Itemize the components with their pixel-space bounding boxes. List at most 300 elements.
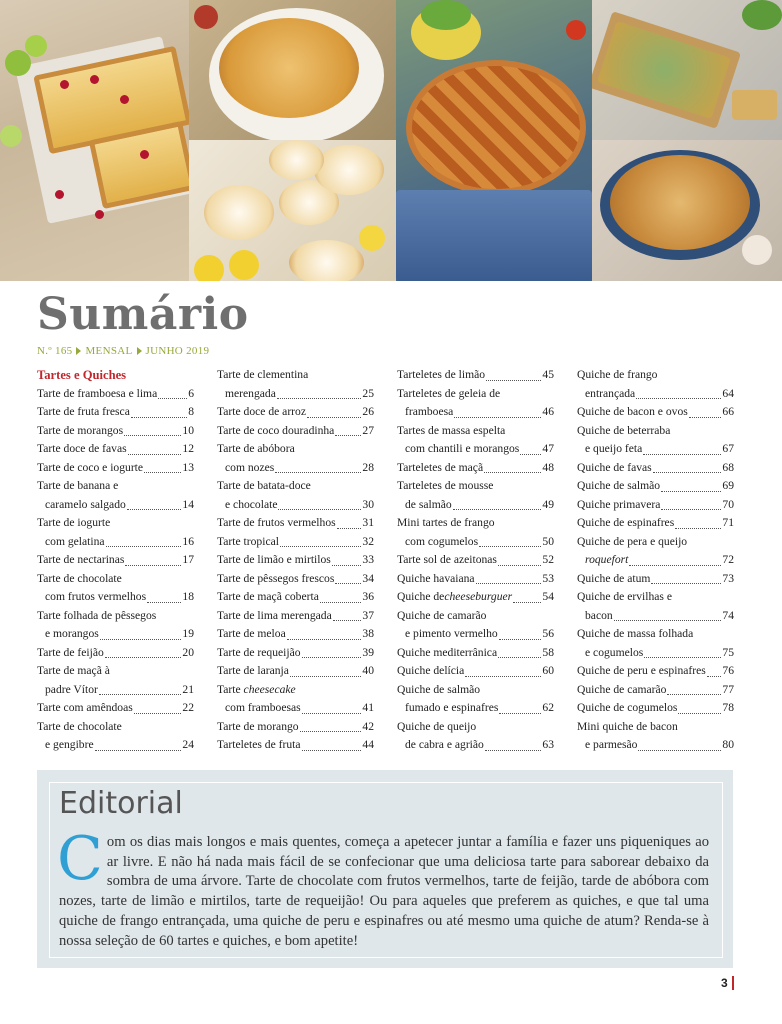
toc-entry-title: Quiche de ervilhas e [577, 590, 672, 603]
toc-entry-line [577, 422, 734, 441]
toc-entry-line [217, 385, 374, 404]
toc-page-number: 80 [722, 738, 734, 751]
toc-entry[interactable] [37, 699, 194, 718]
toc-entry[interactable] [577, 662, 734, 681]
toc-entry-line [397, 366, 554, 385]
dot-leader [158, 398, 187, 399]
toc-entry-title: Quiche de frango [577, 368, 658, 381]
dot-leader [105, 657, 182, 658]
toc-entry-line [217, 644, 374, 663]
dot-leader [661, 509, 721, 510]
toc-entry-subtitle: entrançada [585, 386, 636, 400]
toc-entry-title: Tartes de massa espelta [397, 423, 506, 437]
toc-entry-line [397, 459, 554, 478]
toc-page-number: 40 [362, 664, 374, 677]
toc-entry[interactable] [397, 607, 554, 644]
toc-entry[interactable] [397, 570, 554, 589]
toc-entry-line [217, 570, 374, 589]
toc-page-number: 63 [542, 738, 554, 751]
toc-entry[interactable] [397, 385, 554, 422]
toc-page-number: 46 [542, 405, 554, 418]
toc-entry-line [397, 681, 554, 700]
toc-page-number: 78 [722, 701, 734, 714]
toc-page-number: 34 [362, 571, 374, 585]
dot-leader [147, 602, 181, 603]
dot-leader [513, 602, 541, 603]
dot-leader [476, 583, 542, 584]
toc-entry-title: Tarte de maçã coberta [217, 590, 319, 603]
toc-entry-line [397, 570, 554, 589]
dot-leader [127, 509, 182, 510]
toc-entry-title: Tarte de maçã à [37, 664, 110, 677]
editorial-dropcap: C [57, 824, 103, 894]
toc-entry[interactable] [217, 736, 374, 755]
toc-page-number: 14 [182, 497, 194, 511]
toc-page-number: 32 [362, 534, 374, 548]
toc-entry-subtitle: de salmão [405, 497, 452, 511]
toc-entry-subtitle: framboesa [405, 405, 454, 418]
toc-entry[interactable] [217, 718, 374, 737]
toc-page-number: 68 [722, 460, 734, 474]
dot-leader [307, 417, 361, 418]
toc-entry-line [577, 496, 734, 515]
photo-apple-tart [189, 0, 396, 140]
dot-leader [465, 676, 541, 677]
dot-leader [707, 676, 722, 677]
toc-column-4 [577, 366, 734, 755]
dot-leader [333, 620, 362, 621]
toc-entry-line [37, 403, 194, 422]
toc-page-number: 77 [722, 682, 734, 696]
toc-entry-title: Tarte doce de favas [37, 442, 127, 455]
toc-entry-line [217, 607, 374, 626]
toc-entry[interactable] [577, 718, 734, 755]
toc-page-number: 12 [182, 442, 194, 455]
toc-entry-title: Tarteletes de fruta [217, 738, 301, 751]
toc-entry-title: Tarte de frutos vermelhos [217, 516, 336, 529]
toc-entry-line [397, 607, 554, 626]
toc-entry[interactable] [577, 496, 734, 515]
toc-entry-line [577, 718, 734, 737]
dot-leader [485, 750, 542, 751]
toc-entry-line [217, 366, 374, 385]
toc-entry-title: Tarte de meloa [217, 627, 286, 640]
toc-entry-title: Quiche de espinafres [577, 516, 675, 529]
dot-leader [144, 472, 181, 473]
toc-entry-title: Quiche de salmão [577, 479, 661, 492]
toc-entry-title: Tarte de morango [217, 719, 299, 733]
toc-entry-title-italic: cheesecake [243, 682, 296, 696]
toc-entry-line [37, 699, 194, 718]
toc-entry-subtitle: fumado e espinafres [405, 701, 499, 714]
dot-leader [614, 620, 722, 621]
toc-entry[interactable] [217, 403, 374, 422]
toc-entry[interactable] [217, 681, 374, 718]
toc-entry[interactable] [37, 551, 194, 570]
toc-page-number: 24 [182, 738, 194, 751]
toc-entry[interactable] [577, 681, 734, 700]
toc-page-number: 6 [188, 386, 194, 400]
dot-leader [675, 528, 721, 529]
toc-page-number: 37 [362, 608, 374, 622]
toc-entry-line [217, 403, 374, 422]
toc-entry-subtitle: roquefort [585, 553, 629, 566]
dot-leader [484, 472, 541, 473]
dot-leader [99, 694, 181, 695]
toc-entry-line [397, 440, 554, 459]
toc-entry-title: Tarte de pêssegos frescos [217, 571, 335, 585]
toc-entry-line [397, 514, 554, 533]
toc-entry[interactable] [397, 551, 554, 570]
toc-page-number: 62 [542, 701, 554, 714]
toc-entry-title: Tarte [217, 682, 244, 696]
toc-entry[interactable] [577, 625, 734, 662]
toc-entry-line [397, 718, 554, 737]
toc-column-3 [397, 366, 554, 755]
dot-leader [290, 676, 361, 677]
dot-leader [667, 694, 721, 695]
toc-entry-title: Tarte de feijão [37, 645, 104, 659]
toc-entry-line [397, 625, 554, 644]
toc-page-number: 74 [722, 608, 734, 622]
toc-entry[interactable] [577, 699, 734, 718]
toc-entry-line [217, 533, 374, 552]
toc-entry[interactable] [37, 718, 194, 755]
toc-entry[interactable] [37, 385, 194, 404]
toc-entry-line [577, 681, 734, 700]
dot-leader [95, 750, 182, 751]
toc-entry-line [37, 736, 194, 755]
dot-leader [520, 454, 541, 455]
toc-page-number: 13 [182, 460, 194, 474]
toc-entry-title: Tarte de chocolate [37, 719, 122, 733]
toc-entry-title: Tarte de requeijão [217, 645, 301, 659]
toc-entry[interactable] [577, 422, 734, 459]
toc-entry-line [577, 385, 734, 404]
toc-entry[interactable] [397, 366, 554, 385]
toc-entry[interactable] [397, 644, 554, 663]
toc-entry-title: Mini quiche de bacon [577, 719, 678, 733]
dot-leader [653, 472, 722, 473]
toc-entry-line [577, 644, 734, 663]
toc-page-number: 41 [362, 701, 374, 714]
dot-leader [651, 583, 721, 584]
toc-page-number: 33 [362, 553, 374, 566]
toc-page-number: 25 [362, 386, 374, 400]
toc-entry-line [217, 699, 374, 718]
toc-entry-title: Tarte de laranja [217, 664, 289, 677]
toc-entry-line [37, 718, 194, 737]
toc-entry[interactable] [577, 588, 734, 625]
toc-entry-line [577, 625, 734, 644]
toc-page-number: 38 [362, 627, 374, 640]
toc-entry-title: Tarte de abóbora [217, 442, 295, 455]
toc-page-number: 69 [722, 479, 734, 492]
toc-entry[interactable] [577, 366, 734, 403]
toc-entry-subtitle: e cogumelos [585, 645, 644, 659]
toc-page-number: 75 [722, 645, 734, 659]
toc-page-number: 27 [362, 423, 374, 437]
toc-entry-title: Quiche de salmão [397, 682, 481, 696]
toc-entry-line [37, 570, 194, 589]
toc-page-number: 54 [542, 590, 554, 603]
toc-entry[interactable] [37, 644, 194, 663]
dot-leader [636, 398, 721, 399]
toc-entry-line [577, 551, 734, 570]
toc-entry-title: Tarteletes de geleia de [397, 386, 501, 400]
toc-entry-line [397, 551, 554, 570]
toc-entry[interactable] [577, 459, 734, 478]
dot-leader [278, 509, 361, 510]
toc-page-number: 18 [182, 590, 194, 603]
toc-page-number: 42 [362, 719, 374, 733]
toc-entry-line [577, 403, 734, 422]
toc-page-number: 52 [542, 553, 554, 566]
toc-entry-title: Quiche havaiana [397, 571, 475, 585]
toc-entry-line [577, 459, 734, 478]
photo-spinach-quiche [592, 0, 782, 140]
toc-entry[interactable] [397, 459, 554, 478]
toc-entry-line [217, 588, 374, 607]
dot-leader [302, 657, 362, 658]
toc-entry-title: Quiche delícia [397, 664, 465, 677]
toc-entry[interactable] [217, 588, 374, 607]
toc-page-number: 8 [188, 405, 194, 418]
toc-entry-line [577, 514, 734, 533]
toc-entry[interactable] [397, 477, 554, 514]
dot-leader [661, 491, 721, 492]
toc-column-1 [37, 366, 194, 755]
toc-entry-subtitle: com frutos vermelhos [45, 590, 147, 603]
toc-page-number: 72 [722, 553, 734, 566]
page-number: 3 [721, 976, 734, 990]
toc-entry[interactable] [397, 718, 554, 755]
toc-entry-line [577, 533, 734, 552]
dot-leader [332, 565, 362, 566]
toc-entry-title: Tarte doce de arroz [217, 405, 306, 418]
toc-entry[interactable] [37, 514, 194, 551]
dot-leader [498, 657, 541, 658]
editorial-text: om os dias mais longos e mais quentes, começa a apetecer juntar a família e fazer uns piqueniques ao ar livre. E não há nada mais fácil de se confecionar que uma deliciosa tarte para saborear debaixo da sombra de uma árvore. Tarte de chocolate com frutos vermelhos, tarte de feijão, tarde de abóbora com nozes, tarte de limão e mirtilos, tarte de requeijão! Ou para aqueles que preferem as quiches, e que tal uma quiche de frango entrançada, uma quiche de peru e espinafres ou até mesmo uma quiche de atum? Renda-se à nossa seleção de 60 tartes e quiches, e bom apetite! [59, 834, 709, 949]
toc-entry[interactable] [217, 570, 374, 589]
toc-entry[interactable] [217, 551, 374, 570]
toc-page-number: 17 [182, 553, 194, 566]
toc-entry[interactable] [37, 440, 194, 459]
dot-leader [629, 565, 721, 566]
toc-entry-line [37, 440, 194, 459]
toc-page-number: 50 [542, 534, 554, 548]
toc-entry[interactable] [37, 570, 194, 607]
toc-entry-line [397, 644, 554, 663]
toc-page-number: 48 [542, 460, 554, 474]
toc-entry-title: Quiche de peru e espinafres [577, 664, 706, 677]
dot-leader [638, 750, 721, 751]
toc-page-number: 39 [362, 645, 374, 659]
toc-page-number: 21 [182, 682, 194, 696]
toc-page-number: 53 [542, 571, 554, 585]
toc-entry-title: Tarte de iogurte [37, 516, 111, 529]
toc-entry-line [397, 736, 554, 755]
toc-entry-title: Quiche de [397, 590, 445, 603]
toc-entry[interactable] [397, 681, 554, 718]
dot-leader [335, 583, 361, 584]
toc-entry-line [37, 644, 194, 663]
toc-entry-line [397, 422, 554, 441]
toc-entry-line [577, 607, 734, 626]
toc-entry-subtitle: com framboesas [225, 701, 301, 714]
toc-entry[interactable] [217, 662, 374, 681]
toc-entry-line [397, 385, 554, 404]
toc-entry-line [577, 477, 734, 496]
dot-leader [486, 380, 541, 381]
toc-entry-title-italic: cheeseburguer [444, 590, 513, 603]
toc-entry-line [37, 551, 194, 570]
toc-entry-line [217, 422, 374, 441]
toc-entry[interactable] [217, 644, 374, 663]
toc-entry-subtitle: e gengibre [45, 738, 94, 751]
toc-entry[interactable] [37, 607, 194, 644]
toc-entry-line [577, 366, 734, 385]
toc-entry[interactable] [397, 588, 554, 607]
toc-page-number: 56 [542, 627, 554, 640]
toc-entry-line [577, 736, 734, 755]
toc-page-number: 36 [362, 590, 374, 603]
toc-entry-title: Tarteletes de maçã [397, 460, 484, 474]
toc-entry-line [217, 440, 374, 459]
toc-page-number: 10 [182, 423, 194, 437]
toc-entry-subtitle: com nozes [225, 460, 275, 474]
toc-entry[interactable] [37, 477, 194, 514]
toc-entry-line [217, 477, 374, 496]
toc-entry[interactable] [217, 514, 374, 533]
toc-entry-subtitle: com gelatina [45, 534, 105, 548]
toc-entry[interactable] [577, 514, 734, 533]
toc-entry-title: Tarte de coco douradinha [217, 423, 335, 437]
toc-entry[interactable] [217, 477, 374, 514]
toc-entry[interactable] [37, 459, 194, 478]
toc-entry-title: Tarte de coco e iogurte [37, 460, 144, 474]
toc-entry[interactable] [217, 533, 374, 552]
toc-entry-title: Quiche de pera e queijo [577, 534, 688, 548]
toc-page-number: 49 [542, 497, 554, 511]
toc-entry[interactable] [577, 570, 734, 589]
toc-entry-line [37, 514, 194, 533]
toc-entry-line [37, 496, 194, 515]
toc-entry[interactable] [217, 440, 374, 477]
toc-entry-title: Tarte de banana e [37, 479, 119, 492]
toc-page-number: 73 [722, 571, 734, 585]
toc-entry[interactable] [397, 422, 554, 459]
toc-entry-line [397, 496, 554, 515]
toc-column-2 [217, 366, 374, 755]
toc-entry-line [397, 662, 554, 681]
toc-entry[interactable] [37, 422, 194, 441]
toc-entry[interactable] [37, 662, 194, 699]
toc-entry-line [37, 459, 194, 478]
toc-entry-line [397, 588, 554, 607]
toc-entry-line [217, 625, 374, 644]
toc-page-number: 67 [722, 442, 734, 455]
dot-leader [277, 398, 362, 399]
toc-entry-subtitle: de cabra e agrião [405, 738, 484, 751]
toc-entry[interactable] [37, 403, 194, 422]
triangle-separator-icon [76, 347, 81, 355]
toc-entry-line [217, 736, 374, 755]
toc-entry-line [37, 662, 194, 681]
toc-entry-title: Quiche de bacon e ovos [577, 405, 688, 418]
toc-entry-line [397, 699, 554, 718]
toc-entry[interactable] [217, 366, 374, 403]
toc-entry[interactable] [397, 662, 554, 681]
dot-leader [320, 602, 362, 603]
photo-meringue-tartlets [189, 140, 396, 281]
toc-entry-line [217, 514, 374, 533]
toc-entry[interactable] [577, 477, 734, 496]
toc-page-number: 44 [362, 738, 374, 751]
toc-entry-title: Tarte folhada de pêssegos [37, 608, 157, 622]
toc-entry-line [37, 607, 194, 626]
photo-lattice-tart [396, 0, 592, 281]
dot-leader [454, 417, 541, 418]
toc-entry-subtitle: com cogumelos [405, 534, 479, 548]
toc-entry-title: Mini tartes de frango [397, 516, 495, 529]
toc-entry-subtitle: e queijo feta [585, 442, 643, 455]
toc-page-number: 71 [722, 516, 734, 529]
dot-leader [128, 454, 182, 455]
toc-entry-title: Quiche de queijo [397, 719, 477, 733]
toc-entry-subtitle: merengada [225, 386, 276, 400]
toc-entry-title: Tarte de batata-doce [217, 479, 311, 492]
toc-page-number: 28 [362, 460, 374, 474]
toc-entry[interactable] [397, 514, 554, 551]
photo-collage [0, 0, 782, 281]
toc-entry-title: Tarte sol de azeitonas [397, 553, 497, 566]
editorial-title: Editorial [59, 786, 183, 821]
toc-entry-line [217, 551, 374, 570]
toc-page-number: 30 [362, 497, 374, 511]
toc-entry[interactable] [577, 403, 734, 422]
toc-entry-line [397, 533, 554, 552]
dot-leader [453, 509, 542, 510]
dot-leader [100, 639, 182, 640]
toc-entry-subtitle: e morangos [45, 627, 99, 640]
issue-meta [37, 345, 209, 357]
toc-entry-title: Quiche de beterraba [577, 423, 671, 437]
dot-leader [106, 546, 182, 547]
toc-entry-line [37, 533, 194, 552]
toc-entry[interactable] [217, 422, 374, 441]
editorial-body [57, 824, 709, 951]
dot-leader [499, 713, 541, 714]
toc-entry[interactable] [217, 607, 374, 626]
toc-entry[interactable] [577, 533, 734, 570]
dot-leader [302, 713, 362, 714]
toc-entry[interactable] [217, 625, 374, 644]
toc-entry-subtitle: com chantili e morangos [405, 442, 520, 455]
toc-entry-title: Quiche de cogumelos [577, 701, 678, 714]
toc-page-number: 60 [542, 664, 554, 677]
toc-entry-line [397, 403, 554, 422]
dot-leader [498, 565, 541, 566]
toc-page-number: 47 [542, 442, 554, 455]
toc-section-title: Tartes e Quiches [37, 368, 127, 382]
toc-entry-line [217, 718, 374, 737]
dot-leader [335, 435, 361, 436]
dot-leader [134, 713, 182, 714]
toc-entry-title: Quiche mediterrânica [397, 645, 498, 659]
toc-entry-title: Tarte de morangos [37, 423, 124, 437]
toc-entry-title: Tarte de framboesa e lima [37, 386, 158, 400]
